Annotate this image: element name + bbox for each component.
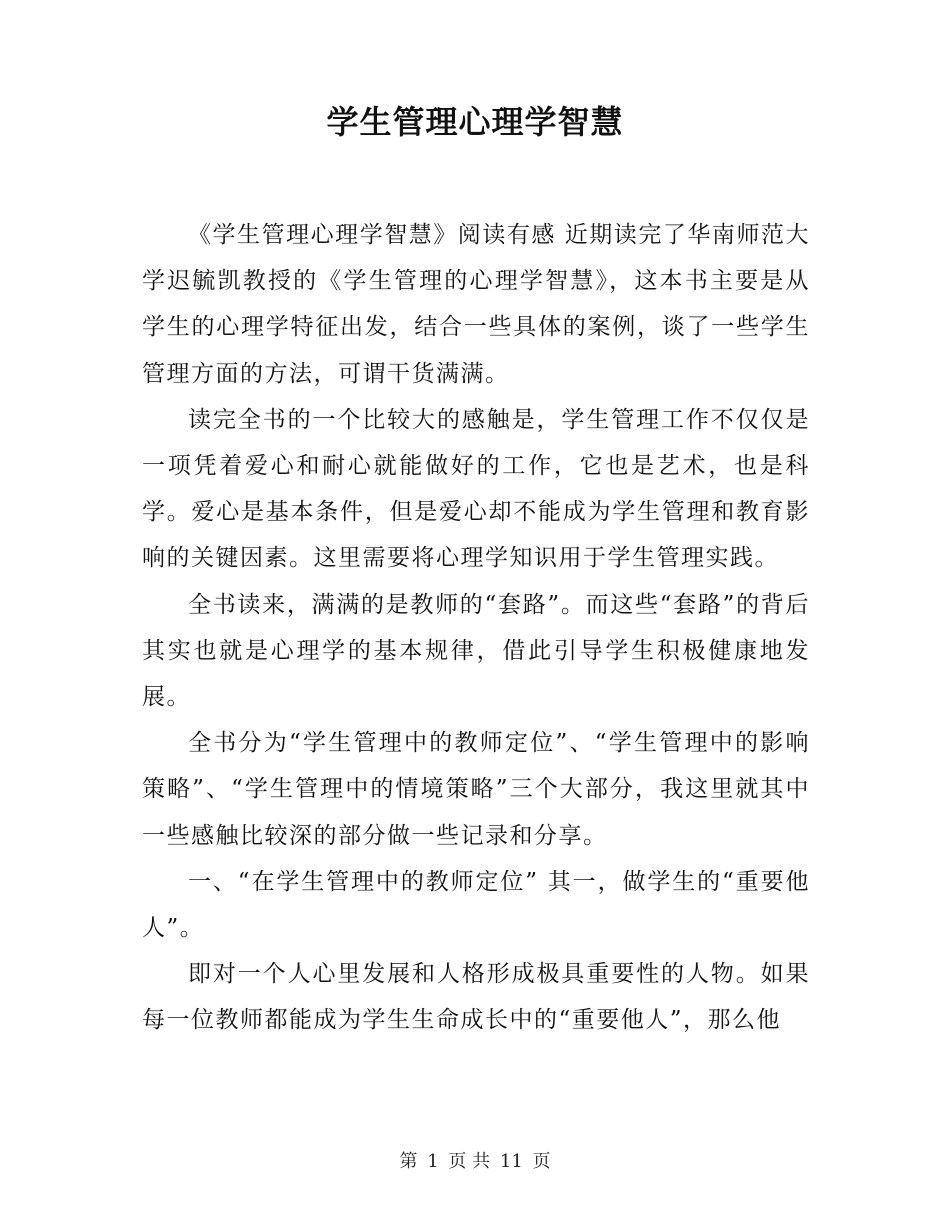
page-label-suffix: 页 <box>532 1151 551 1172</box>
paragraph: 《学生管理心理学智慧》阅读有感 近期读完了华南师范大学迟毓凯教授的《学生管理的心理学智慧》，这本书主要是从学生的心理学特征出发，结合一些具体的案例，谈了一些学生管理方面的方法，可谓干货满满。 <box>142 222 810 387</box>
paragraph: 即对一个人心里发展和人格形成极具重要性的人物。如果每一位教师都能成为学生生命成长中的“重要他人”，那么他 <box>142 961 810 1034</box>
page-total: 11 <box>499 1151 523 1172</box>
page-number: 1 <box>427 1151 439 1172</box>
paragraph: 全书读来，满满的是教师的“套路”。而这些“套路”的背后其实也就是心理学的基本规律，借此引导学生积极健康地发展。 <box>142 591 810 711</box>
page-label-prefix: 第 <box>399 1151 418 1172</box>
page-label-mid: 页 共 <box>448 1151 491 1172</box>
paragraph: 一、“在学生管理中的教师定位” 其一，做学生的“重要他人”。 <box>142 868 810 942</box>
document-title: 学生管理心理学智慧 <box>326 103 624 141</box>
page-footer <box>0 1149 950 1175</box>
document-body <box>142 212 810 1044</box>
paragraph: 读完全书的一个比较大的感触是，学生管理工作不仅仅是一项凭着爱心和耐心就能做好的工作，它也是艺术，也是科学。爱心是基本条件，但是爱心却不能成为学生管理和教育影响的关键因素。这里需要将心理学知识用于学生管理实践。 <box>142 406 810 572</box>
paragraph: 全书分为“学生管理中的教师定位”、“学生管理中的影响策略”、“学生管理中的情境策略”三个大部分，我这里就其中一些感触比较深的部分做一些记录和分享。 <box>142 730 810 849</box>
